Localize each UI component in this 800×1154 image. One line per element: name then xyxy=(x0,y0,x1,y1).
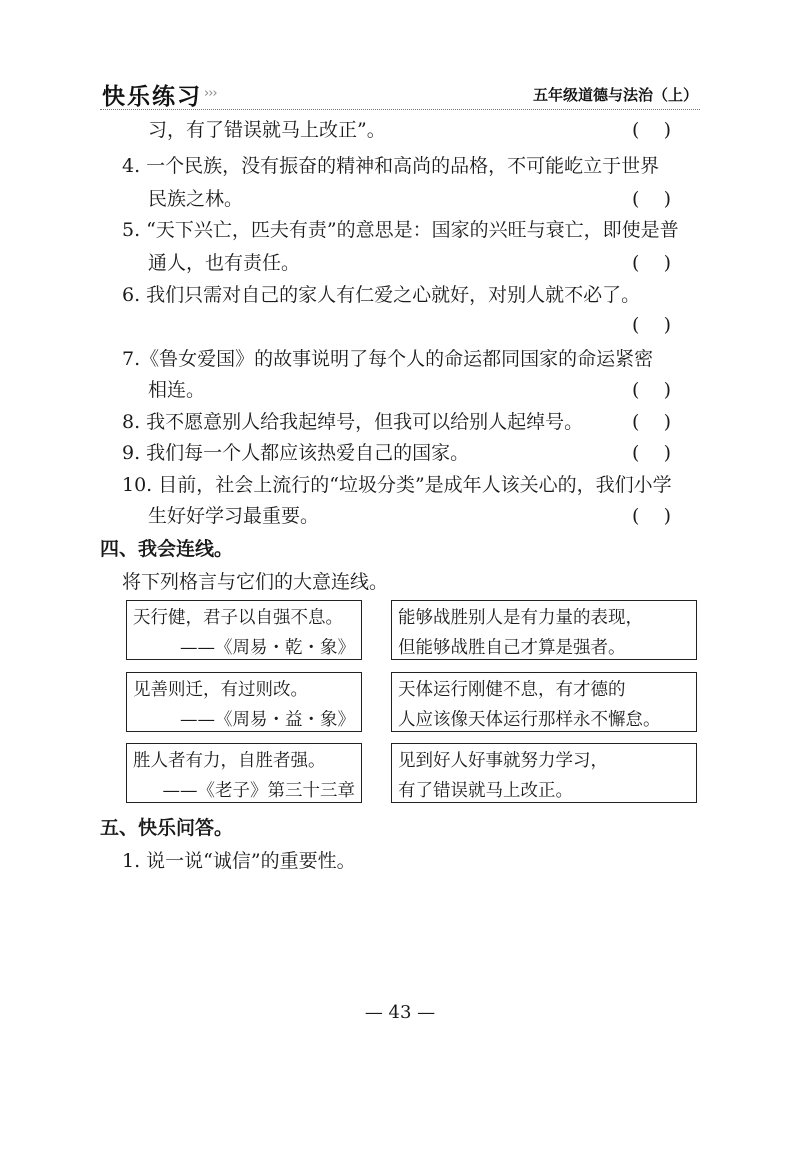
section-4-instruction: 将下列格言与它们的大意连线。 xyxy=(122,571,389,593)
section-4-title: 四、我会连线。 xyxy=(100,538,234,560)
meaning-box-3[interactable] xyxy=(391,743,697,803)
maxim-3-source: ——《老子》第三十三章 xyxy=(162,781,355,801)
item-10-line-2: 生好好学习最重要。 xyxy=(148,505,320,527)
maxim-1-text: 天行健，君子以自强不息。 xyxy=(133,608,343,628)
item-5-line-2: 通人，也有责任。 xyxy=(148,252,301,274)
item-10-line-1: 10. 目前，社会上流行的“垃圾分类”是成年人该关心的，我们小学 xyxy=(122,474,672,496)
meaning-3-line-1: 见到好人好事就努力学习， xyxy=(398,751,608,771)
maxim-box-3[interactable] xyxy=(126,743,362,803)
item-7-line-1: 7.《鲁女爱国》的故事说明了每个人的命运都同国家的命运紧密 xyxy=(122,348,654,370)
item-6-line-1: 6. 我们只需对自己的家人有仁爱之心就好，对别人就不必了。 xyxy=(122,284,641,306)
page-number: — 43 — xyxy=(364,1002,436,1023)
header-divider xyxy=(100,109,700,110)
meaning-1-line-1: 能够战胜别人是有力量的表现， xyxy=(398,608,643,628)
answer-paren-9[interactable]: ( ) xyxy=(632,442,671,464)
maxim-box-1[interactable] xyxy=(126,600,362,660)
meaning-box-2[interactable] xyxy=(391,672,697,732)
meaning-2-line-1: 天体运行刚健不息，有才德的 xyxy=(398,680,626,700)
header-subject: 五年级道德与法治（上） xyxy=(532,86,698,104)
answer-paren-5[interactable]: ( ) xyxy=(632,252,671,274)
item-7-line-2: 相连。 xyxy=(148,379,206,401)
maxim-box-2[interactable] xyxy=(126,672,362,732)
maxim-1-source: ——《周易・乾・象》 xyxy=(180,638,355,658)
answer-paren-10[interactable]: ( ) xyxy=(632,505,671,527)
maxim-2-text: 见善则迁，有过则改。 xyxy=(133,680,308,700)
header-title: 快乐练习 xyxy=(102,84,202,110)
maxim-2-source: ——《周易・益・象》 xyxy=(180,710,355,730)
item-4-line-1: 4. 一个民族，没有振奋的精神和高尚的品格，不可能屹立于世界 xyxy=(122,155,660,177)
meaning-2-line-2: 人应该像天体运行那样永不懈怠。 xyxy=(398,710,661,730)
item-9-line-1: 9. 我们每一个人都应该热爱自己的国家。 xyxy=(122,442,470,464)
chevron-right-icon: ››› xyxy=(204,86,217,101)
meaning-box-1[interactable] xyxy=(391,600,697,660)
maxim-3-text: 胜人者有力，自胜者强。 xyxy=(133,751,326,771)
answer-paren-3[interactable]: ( ) xyxy=(632,119,671,141)
answer-paren-6[interactable]: ( ) xyxy=(632,314,671,336)
answer-paren-8[interactable]: ( ) xyxy=(632,411,671,433)
item-5-line-1: 5. “天下兴亡，匹夫有责”的意思是：国家的兴旺与衰亡，即使是普 xyxy=(122,219,679,241)
meaning-1-line-2: 但能够战胜自己才算是强者。 xyxy=(398,638,626,658)
section-5-title: 五、快乐问答。 xyxy=(100,817,234,839)
item-8-line-1: 8. 我不愿意别人给我起绰号，但我可以给别人起绰号。 xyxy=(122,411,584,433)
question-1: 1. 说一说“诚信”的重要性。 xyxy=(122,850,356,872)
answer-paren-4[interactable]: ( ) xyxy=(632,188,671,210)
answer-paren-7[interactable]: ( ) xyxy=(632,379,671,401)
page-header xyxy=(100,78,700,112)
item-4-line-2: 民族之林。 xyxy=(148,188,244,210)
meaning-3-line-2: 有了错误就马上改正。 xyxy=(398,781,573,801)
item-3-continuation: 习，有了错误就马上改正”。 xyxy=(148,119,386,141)
